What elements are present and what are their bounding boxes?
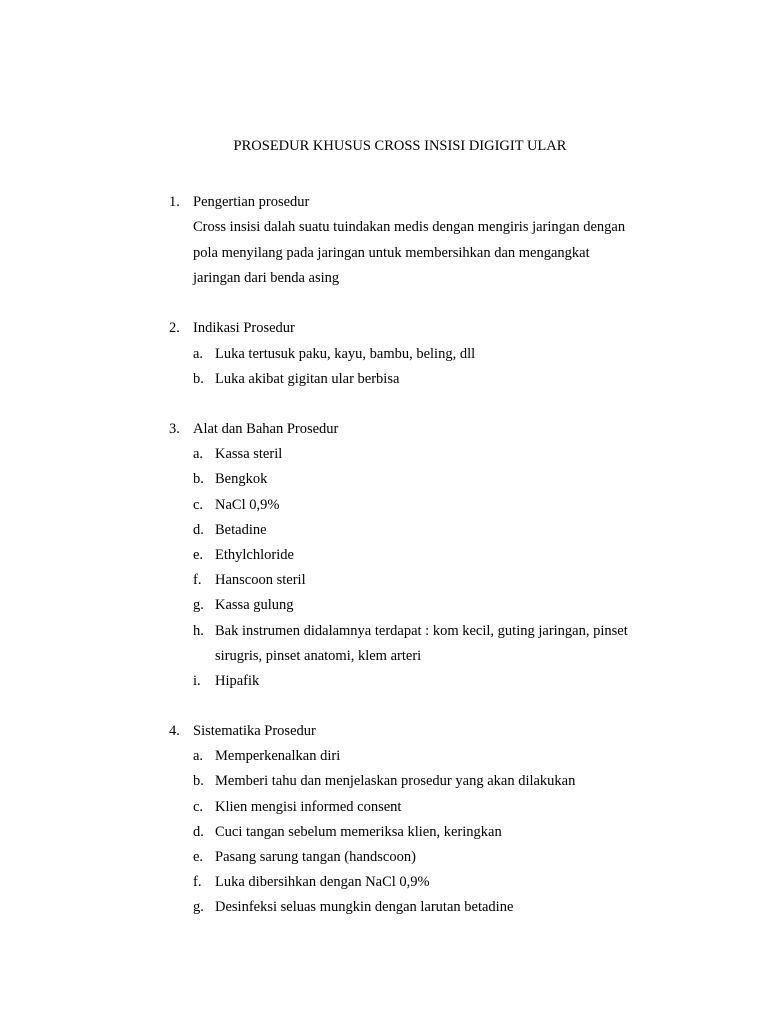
paragraph-line: Cross insisi dalah suatu tuindakan medis dengan mengiris jaringan dengan	[193, 219, 626, 235]
list-item-marker: d.	[193, 522, 204, 538]
list-item-text: Hanscoon steril	[215, 572, 306, 588]
paragraph-line: jaringan dari benda asing	[193, 270, 340, 286]
list-item-marker: g.	[193, 597, 204, 613]
list-item-text: Memperkenalkan diri	[215, 748, 341, 764]
list-item-text: Cuci tangan sebelum memeriksa klien, keringkan	[215, 824, 502, 840]
list-item-text: Luka tertusuk paku, kayu, bambu, beling, dll	[215, 346, 476, 362]
list-item-text: Bak instrumen didalamnya terdapat : kom kecil, guting jaringan, pinset	[215, 623, 628, 639]
list-item-marker: b.	[193, 471, 204, 487]
list-item-text: Luka akibat gigitan ular berbisa	[215, 371, 400, 387]
list-item-text: Desinfeksi seluas mungkin dengan larutan betadine	[215, 899, 514, 915]
list-item-continuation: sirugris, pinset anatomi, klem arteri	[215, 648, 422, 664]
list-item-text: Kassa gulung	[215, 597, 294, 613]
list-item-text: Betadine	[215, 522, 267, 538]
document-title: PROSEDUR KHUSUS CROSS INSISI DIGIGIT ULAR	[233, 138, 567, 154]
section-heading: Alat dan Bahan Prosedur	[193, 421, 339, 437]
section-number: 1.	[169, 194, 180, 210]
list-item-text: Pasang sarung tangan (handscoon)	[215, 849, 416, 865]
list-item-marker: a.	[193, 748, 204, 764]
list-item-text: Luka dibersihkan dengan NaCl 0,9%	[215, 874, 430, 890]
section-heading: Pengertian prosedur	[193, 194, 310, 210]
list-item-marker: a.	[193, 446, 204, 462]
list-item-marker: d.	[193, 824, 204, 840]
list-item-marker: c.	[193, 497, 204, 513]
list-item-marker: a.	[193, 346, 204, 362]
list-item-marker: e.	[193, 849, 204, 865]
list-item-marker: i.	[193, 673, 201, 689]
section-number: 2.	[169, 320, 180, 336]
list-item-marker: h.	[193, 623, 204, 639]
paragraph-line: pola menyilang pada jaringan untuk membersihkan dan mengangkat	[193, 245, 590, 261]
list-item-text: Klien mengisi informed consent	[215, 799, 402, 815]
list-item-text: Kassa steril	[215, 446, 283, 462]
section-heading: Indikasi Prosedur	[193, 320, 295, 336]
list-item-text: Memberi tahu dan menjelaskan prosedur yang akan dilakukan	[215, 773, 576, 789]
section-number: 3.	[169, 421, 180, 437]
list-item-text: NaCl 0,9%	[215, 497, 280, 513]
list-item-marker: g.	[193, 899, 204, 915]
list-item-marker: c.	[193, 799, 204, 815]
list-item-text: Hipafik	[215, 673, 260, 689]
list-item-marker: f.	[193, 874, 202, 890]
list-item-text: Ethylchloride	[215, 547, 294, 563]
list-item-marker: b.	[193, 371, 204, 387]
list-item-marker: f.	[193, 572, 202, 588]
list-item-text: Bengkok	[215, 471, 268, 487]
section-number: 4.	[169, 723, 180, 739]
section-heading: Sistematika Prosedur	[193, 723, 316, 739]
list-item-marker: e.	[193, 547, 204, 563]
list-item-marker: b.	[193, 773, 204, 789]
